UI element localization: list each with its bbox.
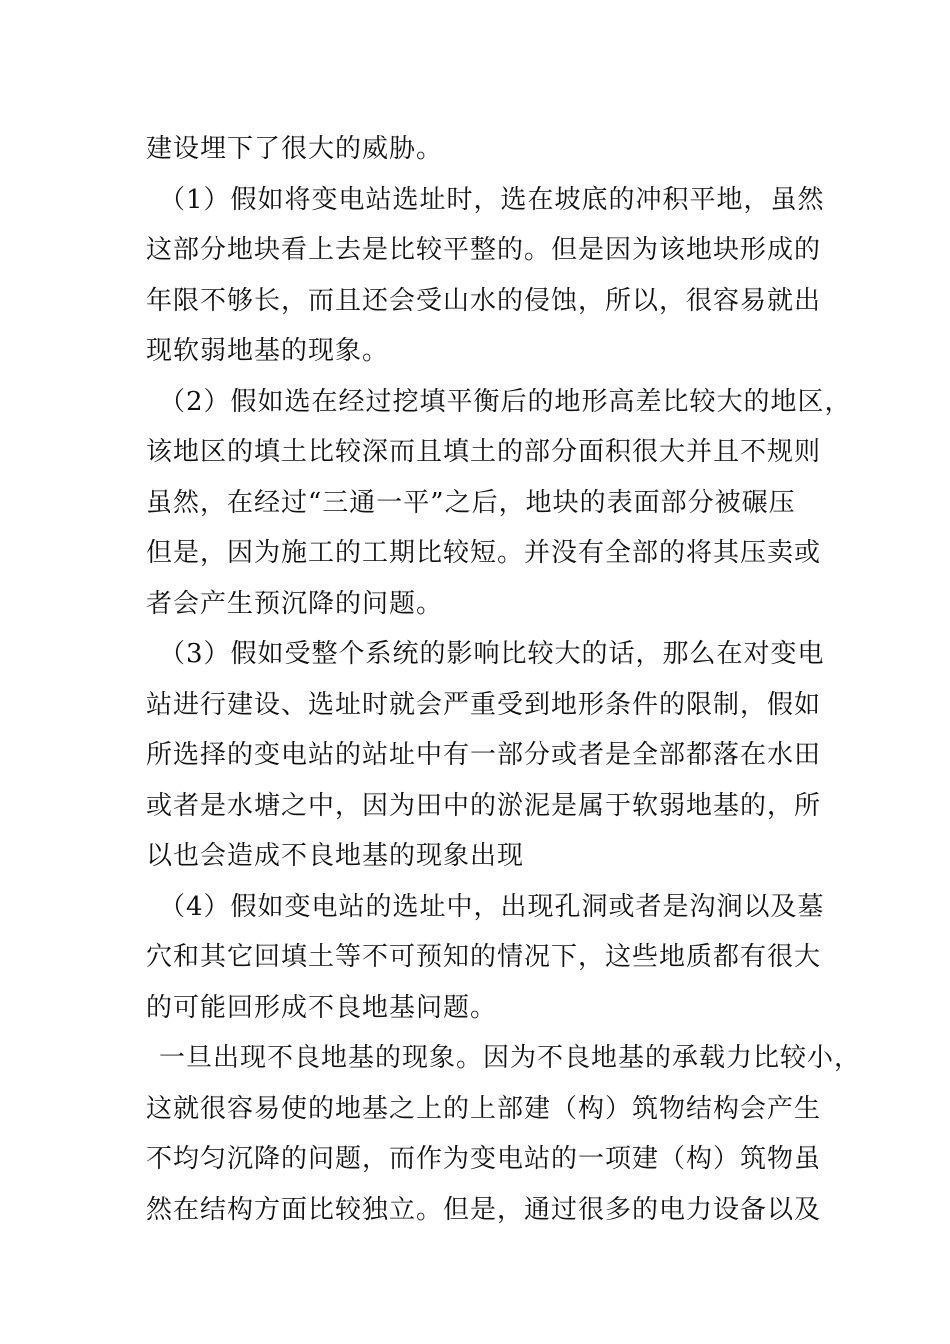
text-line: 以也会造成不良地基的现象出现 — [146, 841, 525, 871]
text-line: （3）假如受整个系统的影响比较大的话，那么在对变电 — [159, 639, 825, 669]
text-line: 年限不够长，而且还会受山水的侵蚀，所以，很容易就出 — [146, 285, 822, 316]
text-line: 一旦出现不良地基的现象。因为不良地基的承载力比较小， — [159, 1043, 862, 1073]
text-line: 该地区的填土比较深而且填土的部分面积很大并且不规则 — [146, 437, 822, 467]
text-line: 然在结构方面比较独立。但是，通过很多的电力设备以及 — [146, 1194, 822, 1225]
text-line: （4）假如变电站的选址中，出现孔洞或者是沟涧以及墓 — [159, 891, 825, 922]
text-line: 所选择的变电站的站址中有一部分或者是全部都落在水田 — [146, 740, 822, 770]
text-line: 的可能回形成不良地基问题。 — [146, 992, 498, 1023]
text-line: 建设埋下了很大的威胁。 — [146, 134, 444, 164]
text-line: 现软弱地基的现象。 — [146, 336, 390, 366]
text-line: 站进行建设、选址时就会严重受到地形条件的限制，假如 — [146, 689, 822, 720]
text-line: （1）假如将变电站选址时，选在坡底的冲积平地，虽然 — [159, 184, 825, 215]
text-line: 者会产生预沉降的问题。 — [146, 588, 444, 619]
text-line: 这部分地块看上去是比较平整的。但是因为该地块形成的 — [146, 235, 822, 265]
text-line: 或者是水塘之中，因为田中的淤泥是属于软弱地基的，所 — [146, 790, 822, 821]
body-text — [146, 124, 862, 1235]
text-line: 穴和其它回填土等不可预知的情况下，这些地质都有很大 — [146, 942, 822, 972]
text-line: （2）假如选在经过挖填平衡后的地形高差比较大的地区， — [159, 386, 852, 417]
text-line: 这就很容易使的地基之上的上部建（构）筑物结构会产生 — [146, 1093, 822, 1124]
text-line: 不均匀沉降的问题，而作为变电站的一项建（构）筑物虽 — [146, 1144, 822, 1174]
text-line: 虽然，在经过“三通一平”之后，地块的表面部分被碾压 — [146, 487, 796, 518]
text-line: 但是，因为施工的工期比较短。并没有全部的将其压卖或 — [146, 538, 822, 568]
